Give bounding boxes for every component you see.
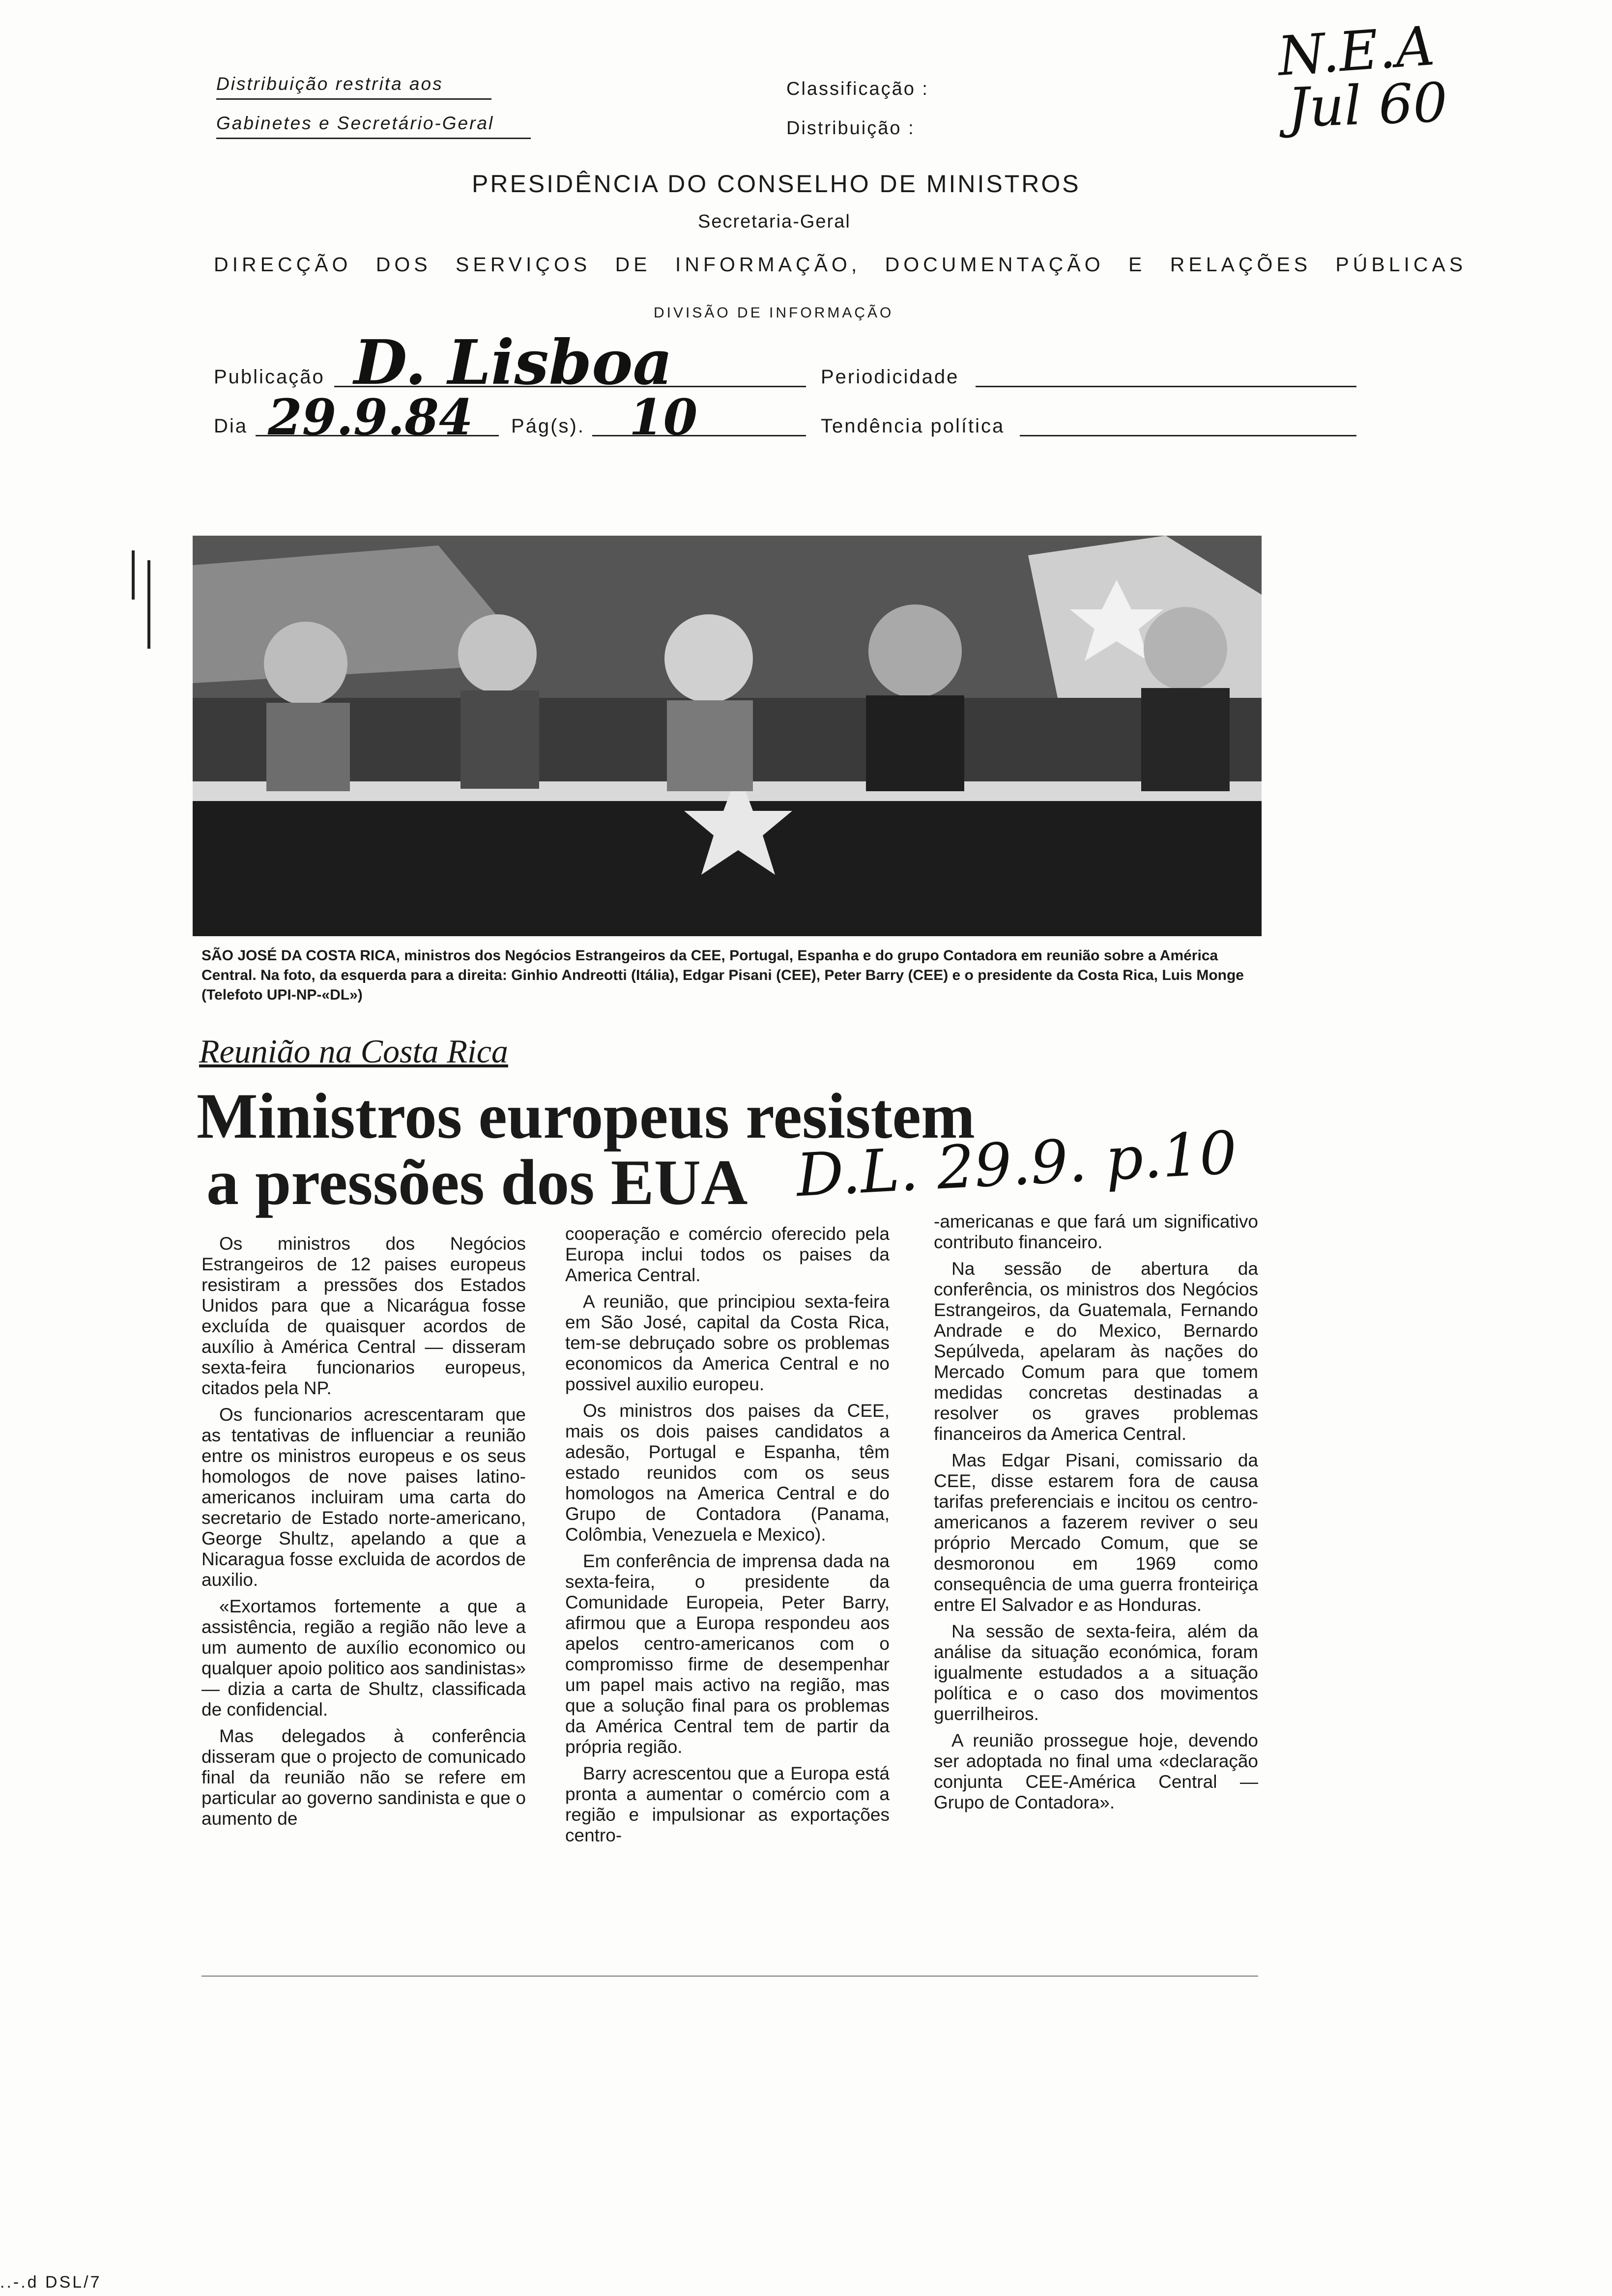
presidency-title: PRESIDÊNCIA DO CONSELHO DE MINISTROS <box>472 170 1081 198</box>
direccao-title: DIRECÇÃO DOS SERVIÇOS DE INFORMAÇÃO, DOCUMENTAÇÃO E RELAÇÕES PÚBLICAS <box>214 253 1467 276</box>
margin-mark <box>132 550 135 600</box>
paragraph: Mas Edgar Pisani, comissario da CEE, disse estarem fora de causa tarifas preferenciais e incitou os centro-americanos a fazerem reviver o seu próprio Mercado Comum, que se desmoronou em 1969 como consequência de uma guerra fronteiriça entre El Salvador e as Honduras. <box>934 1450 1258 1615</box>
publicacao-value: D. Lisboa <box>354 327 673 399</box>
paragraph: Na sessão de abertura da conferência, os ministros dos Negócios Estrangeiros, da Guatemala, Fernando Andrade e do Mexico, Bernardo Sepúlveda, apelaram às nações do Mercado Comum para que tomem medidas concretas destinadas a resolver os graves problemas financeiros da America Central. <box>934 1259 1258 1444</box>
divider <box>216 98 491 100</box>
classificacao-label: Classificação : <box>786 79 929 99</box>
paragraph: Os ministros dos Negócios Estrangeiros de 12 paises europeus resistiram a pressões dos Estados Unidos para que a Nicarágua fosse excluída de quaisquer acordos de auxílio à América Central — disseram sexta-feira funcionarios europeus, citados pela NP. <box>202 1234 526 1398</box>
paragraph: -americanas e que fará um significativo contributo financeiro. <box>934 1211 1258 1252</box>
divisao-title: DIVISÃO DE INFORMAÇÃO <box>654 305 894 321</box>
paragraph: Em conferência de imprensa dada na sexta-feira, o presidente da Comunidade Europeia, Peter Barry, afirmou que a Europa respondeu aos apelos centro-americanos com o compromisso firme de desempenhar um papel mais activo na região, mas que a solução final para os problemas da América Central tem de partir da própria região. <box>565 1551 890 1757</box>
photo-scene <box>193 536 1262 936</box>
headline-line2: a pressões dos EUA <box>206 1146 748 1218</box>
secretaria-title: Secretaria-Geral <box>698 211 851 232</box>
article-column-1 <box>202 1234 526 1835</box>
dia-value: 29.9.84 <box>268 388 473 446</box>
dia-label: Dia <box>214 415 248 437</box>
handwritten-stamp-line1: N.E.A <box>1275 14 1437 88</box>
headline-line1: Ministros europeus resistem <box>197 1080 975 1152</box>
article-column-2 <box>565 1224 890 1852</box>
photo-caption: SÃO JOSÉ DA COSTA RICA, ministros dos Negócios Estrangeiros da CEE, Portugal, Espanha e do grupo Contadora em reunião sobre a América Central. Na foto, da esquerda para a direita: Ginhio Andreotti (Itália), Edgar Pisani (CEE), Peter Barry (CEE) e o presidente da Costa Rica, Luis Monge (Telefoto UPI-NP-«DL») <box>202 947 1244 1003</box>
periodicidade-label: Periodicidade <box>821 366 959 388</box>
paragraph: Na sessão de sexta-feira, além da análise da situação económica, foram igualmente estudados a a situação política e o caso dos movimentos guerrilheiros. <box>934 1621 1258 1724</box>
paragraph: Os funcionarios acrescentaram que as tentativas de influenciar a reunião entre os ministros europeus e os seus homologos de nove paises latino-americanos incluiram uma carta do secretario de Estado norte-americano, George Shultz, apelando a que a Nicaragua fosse excluida de acordos de auxilio. <box>202 1405 526 1590</box>
periodicidade-line <box>976 386 1356 387</box>
paragraph: Barry acrescentou que a Europa está pronta a aumentar o comércio com a região e impulsionar as exportações centro- <box>565 1763 890 1845</box>
tendencia-line <box>1020 435 1356 436</box>
article-kicker: Reunião na Costa Rica <box>199 1033 508 1070</box>
handwritten-stamp-line2: Jul 60 <box>1286 71 1449 140</box>
margin-mark <box>147 560 150 649</box>
distribution-line1: Distribuição restrita aos <box>216 74 443 94</box>
publicacao-label: Publicação <box>214 366 325 388</box>
paragraph: A reunião prossegue hoje, devendo ser adoptada no final uma «declaração conjunta CEE-América Central — Grupo de Contadora». <box>934 1730 1258 1812</box>
divider <box>216 138 531 139</box>
clipping-bottom-rule <box>202 1976 1258 1977</box>
tendencia-label: Tendência política <box>821 415 1005 437</box>
news-photo <box>193 536 1262 936</box>
paragraph: Mas delegados à conferência disseram que o projecto de comunicado final da reunião não se refere em particular ao governo sandinista e que o aumento de <box>202 1726 526 1829</box>
paragraph: «Exortamos fortemente a que a assistência, região a região não leve a um aumento de auxílio economico ou qualquer apoio politico aos sandinistas» — dizia a carta de Shultz, classificada de confidencial. <box>202 1596 526 1720</box>
distribuicao-label: Distribuição : <box>786 118 915 139</box>
paragraph: A reunião, que principiou sexta-feira em São José, capital da Costa Rica, tem-se debruçado sobre os problemas economicos da America Central e no possivel auxilio europeu. <box>565 1292 890 1394</box>
pags-label: Pág(s). <box>511 415 585 437</box>
handwritten-reference: D.L. 29.9. p.10 <box>794 1119 1239 1210</box>
paragraph: Os ministros dos paises da CEE, mais os dois paises candidatos a adesão, Portugal e Espanha, têm estado reunidos com os seus homologos na America Central e do Grupo de Contadora (Panama, Colômbia, Venezuela e Mexico). <box>565 1401 890 1545</box>
article-column-3 <box>934 1211 1258 1819</box>
pags-value: 10 <box>629 388 698 446</box>
distribution-line2: Gabinetes e Secretário-Geral <box>216 113 494 133</box>
pags-line <box>592 435 806 436</box>
paragraph: cooperação e comércio oferecido pela Europa inclui todos os paises da America Central. <box>565 1224 890 1285</box>
footer-corner-mark: ..-.d DSL/7 <box>0 2273 102 2292</box>
